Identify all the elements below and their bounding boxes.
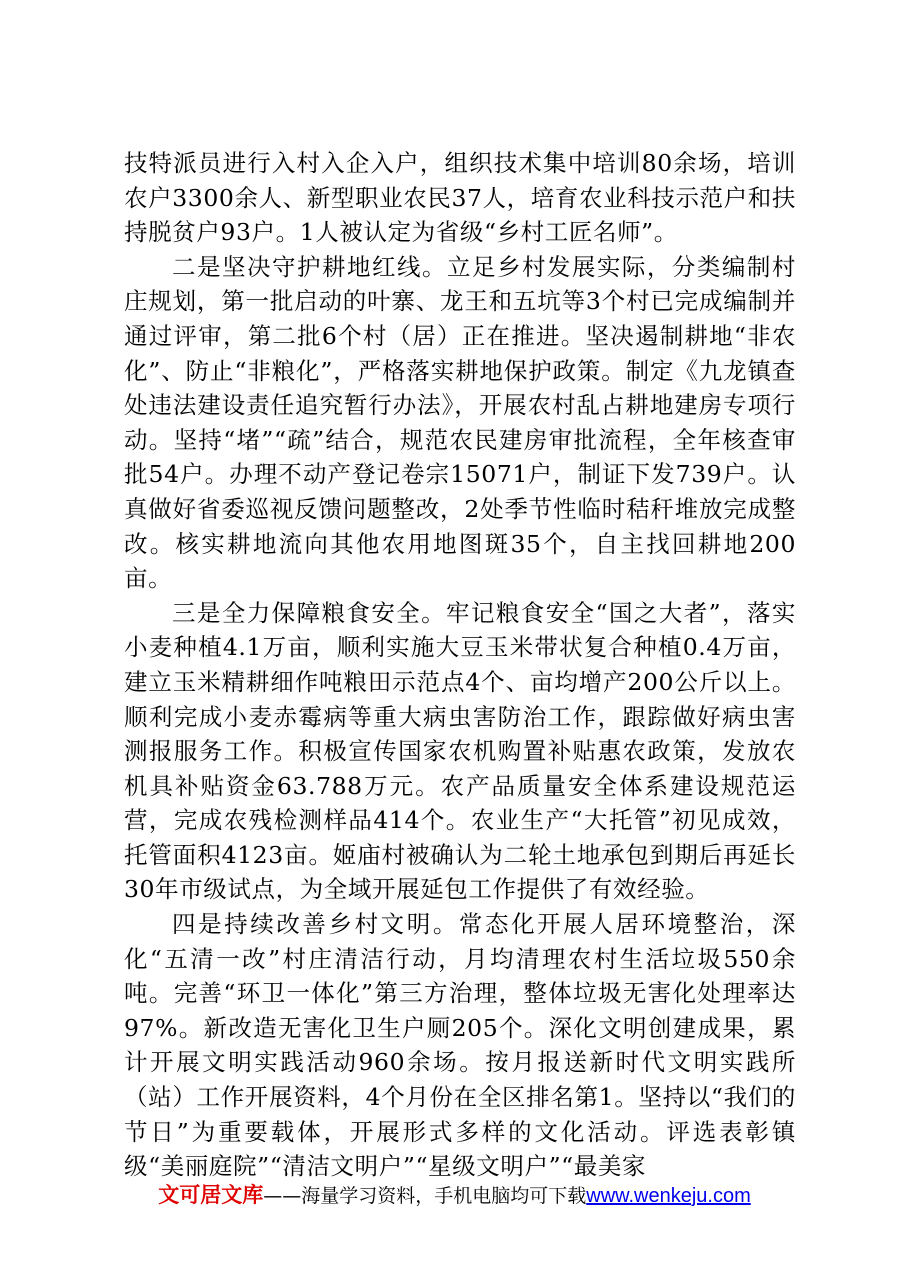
paragraph-3: 三是全力保障粮食安全。牢记粮食安全“国之大者”，落实小麦种植4.1万亩，顺利实施大豆玉米带状复合种植0.4万亩，建立玉米精耕细作吨粮田示范点4个、亩均增产200公斤以上。顺利完成小麦赤霉病等重大病虫害防治工作，跟踪做好病虫害测报服务工作。积极宣传国家农机购置补贴惠农政策，发放农机具补贴资金63.788万元。农产品质量安全体系建设规范运营，完成农残检测样品414个。农业生产“大托管”初见成效，托管面积4123亩。姬庙村被确认为二轮土地承包到期后再延长30年市级试点，为全域开展延包工作提供了有效经验。 (124, 598, 796, 904)
watermark-footer (0, 1181, 909, 1210)
document-body (124, 146, 796, 1184)
paragraph-2: 二是坚决守护耕地红线。立足乡村发展实际，分类编制村庄规划，第一批启动的叶寨、龙王和五坑等3个村已完成编制并通过评审，第二批6个村（居）正在推进。坚决遏制耕地“非农化”、防止“非粮化”，严格落实耕地保护政策。制定《九龙镇查处违法建设责任追究暂行办法》，开展农村乱占耕地建房专项行动。坚持“堵”“疏”结合，规范农民建房审批流程，全年核查审批54户。办理不动产登记卷宗15071户，制证下发739户。认真做好省委巡视反馈问题整改，2处季节性临时秸秆堆放完成整改。核实耕地流向其他农用地图斑35个，自主找回耕地200亩。 (124, 252, 796, 593)
footer-brand: 文可居文库 (158, 1183, 264, 1207)
footer-link[interactable]: www.wenkeju.com (586, 1185, 751, 1207)
footer-tagline: ——海量学习资料，手机电脑均可下载 (263, 1185, 587, 1207)
paragraph-4: 四是持续改善乡村文明。常态化开展人居环境整治，深化“五清一改”村庄清洁行动，月均清理农村生活垃圾550余吨。完善“环卫一体化”第三方治理，整体垃圾无害化处理率达97%。新改造无害化卫生户厕205个。深化文明创建成果，累计开展文明实践活动960余场。按月报送新时代文明实践所（站）工作开展资料，4个月份在全区排名第1。坚持以“我们的节日”为重要载体，开展形式多样的文化活动。评选表彰镇级“美丽庭院”“清洁文明户”“星级文明户”“最美家 (124, 910, 796, 1181)
paragraph-1: 技特派员进行入村入企入户，组织技术集中培训80余场，培训农户3300余人、新型职业农民37人，培育农业科技示范户和扶持脱贫户93户。1人被认定为省级“乡村工匠名师”。 (124, 149, 796, 247)
